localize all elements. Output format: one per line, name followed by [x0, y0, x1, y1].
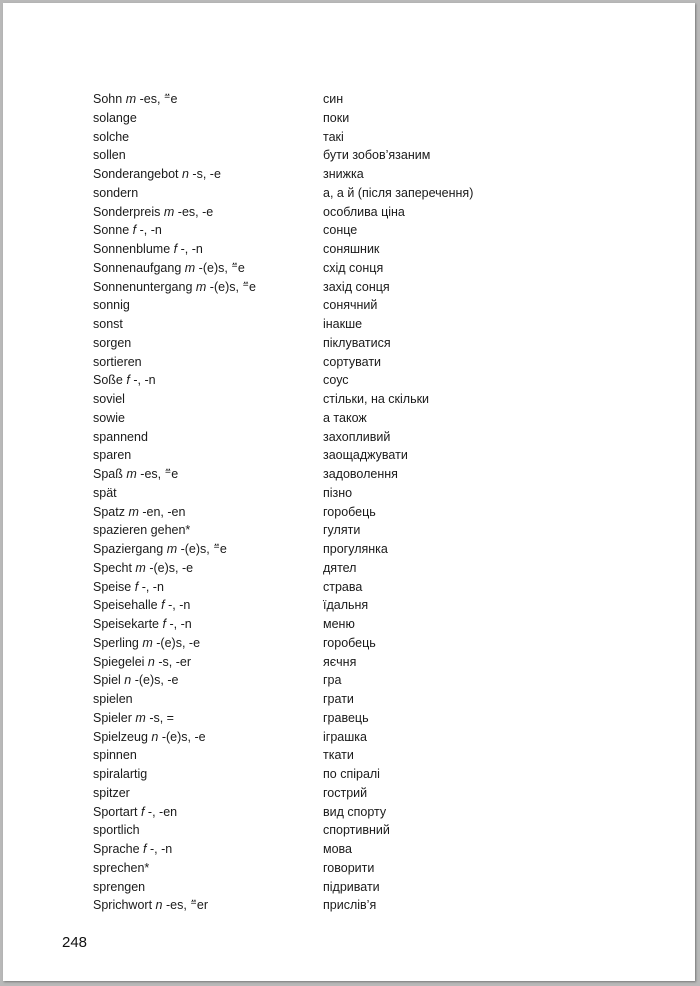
inflection-forms: -(e)s, -e — [134, 673, 179, 688]
vocabulary-entry — [93, 728, 533, 747]
grammatical-gender: m — [135, 710, 146, 725]
german-term — [93, 709, 174, 728]
ukrainian-translation: прислів’я — [323, 898, 377, 913]
grammatical-gender: f — [134, 579, 139, 594]
vocabulary-entry — [93, 203, 533, 222]
grammatical-gender: n — [155, 898, 163, 913]
german-term — [93, 840, 172, 859]
german-term — [93, 578, 164, 597]
ukrainian-translation: дятел — [323, 560, 357, 575]
vocabulary-entry — [93, 465, 533, 484]
ukrainian-translation: їдальня — [323, 598, 369, 613]
dictionary-page — [3, 3, 695, 981]
headword: sprengen — [93, 879, 146, 894]
grammatical-gender: m — [128, 504, 139, 519]
vocabulary-entry — [93, 690, 533, 709]
headword: Sperling — [93, 635, 139, 650]
ukrainian-translation: поки — [323, 110, 350, 125]
german-term — [93, 390, 125, 409]
ukrainian-translation: а, а й (після заперечення) — [323, 185, 474, 200]
german-term — [93, 334, 131, 353]
vocabulary-entry — [93, 146, 533, 165]
headword: sonst — [93, 317, 123, 331]
inflection-forms: -, -en — [147, 804, 178, 819]
german-term — [93, 409, 125, 428]
vocabulary-entry — [93, 278, 533, 297]
german-term — [93, 521, 190, 540]
vocabulary-list — [93, 90, 533, 915]
german-term — [93, 503, 185, 522]
headword: Spaziergang — [93, 542, 164, 556]
german-term — [93, 615, 192, 634]
ukrainian-translation: соус — [323, 373, 349, 388]
headword: Spiegelei — [93, 654, 145, 669]
ukrainian-translation: сортувати — [323, 354, 382, 369]
vocabulary-entry — [93, 578, 533, 597]
headword: Speisekarte — [93, 617, 160, 631]
grammatical-gender: m — [125, 92, 137, 106]
german-term — [93, 653, 191, 672]
headword: Sonne — [93, 223, 130, 238]
vocabulary-entry — [93, 109, 533, 128]
vocabulary-entry — [93, 821, 533, 840]
vocabulary-entry — [93, 803, 533, 822]
headword: sonnig — [93, 298, 130, 313]
ukrainian-translation: особлива ціна — [323, 204, 405, 219]
inflection-forms: -s, -er — [158, 654, 191, 669]
grammatical-gender: n — [151, 729, 159, 744]
inflection-forms: -, -n — [180, 242, 203, 256]
headword: spinnen — [93, 748, 137, 763]
german-term — [93, 671, 178, 690]
grammatical-gender: m — [184, 260, 196, 275]
headword: Spaß — [93, 467, 123, 481]
german-term — [93, 353, 142, 372]
vocabulary-entry — [93, 221, 533, 240]
vocabulary-entry — [93, 371, 533, 390]
ukrainian-translation: сонячний — [323, 298, 378, 313]
german-term — [93, 315, 123, 334]
ukrainian-translation: захід сонця — [323, 279, 390, 294]
german-term — [93, 896, 208, 915]
vocabulary-entry — [93, 334, 533, 353]
ukrainian-translation: гра — [323, 673, 342, 688]
ukrainian-translation: схід сонця — [323, 260, 384, 275]
grammatical-gender: f — [140, 804, 145, 819]
grammatical-gender: f — [132, 223, 137, 238]
inflection-forms: -, -n — [141, 579, 164, 594]
ukrainian-translation: меню — [323, 617, 355, 631]
headword: Sonnenuntergang — [93, 279, 193, 294]
headword: sortieren — [93, 354, 142, 369]
german-term — [93, 446, 131, 465]
ukrainian-translation: горобець — [323, 504, 376, 519]
ukrainian-translation: горобець — [323, 635, 376, 650]
headword: solche — [93, 129, 130, 144]
german-term — [93, 765, 147, 784]
ukrainian-translation: стільки, на скільки — [323, 392, 430, 406]
german-term — [93, 296, 130, 315]
german-term — [93, 371, 156, 390]
grammatical-gender: m — [163, 204, 175, 219]
vocabulary-entry — [93, 353, 533, 372]
vocabulary-entry — [93, 90, 533, 109]
german-term — [93, 878, 145, 897]
inflection-forms: -en, -en — [142, 504, 186, 519]
inflection-forms: -s, -e — [192, 167, 221, 181]
grammatical-gender: f — [161, 598, 165, 613]
vocabulary-entry — [93, 240, 533, 259]
vocabulary-entry — [93, 634, 533, 653]
german-term — [93, 428, 148, 447]
vocabulary-entry — [93, 709, 533, 728]
inflection-forms: -(e)s, -e — [149, 560, 194, 575]
ukrainian-translation: знижка — [323, 167, 364, 181]
headword: spiralartig — [93, 767, 148, 781]
headword: Speisehalle — [93, 598, 158, 613]
ukrainian-translation: страва — [323, 579, 363, 594]
grammatical-gender: n — [181, 167, 189, 181]
grammatical-gender: m — [142, 635, 153, 650]
vocabulary-entry — [93, 671, 533, 690]
ukrainian-translation: говорити — [323, 860, 375, 875]
german-term — [93, 596, 190, 615]
german-term — [93, 90, 177, 109]
vocabulary-entry — [93, 165, 533, 184]
vocabulary-entry — [93, 503, 533, 522]
ukrainian-translation: по спіралі — [323, 767, 380, 781]
ukrainian-translation: соняшник — [323, 242, 380, 256]
vocabulary-entry — [93, 653, 533, 672]
headword: Specht — [93, 560, 132, 575]
german-term — [93, 221, 162, 240]
headword: spitzer — [93, 785, 130, 800]
vocabulary-entry — [93, 521, 533, 540]
german-term — [93, 859, 149, 878]
vocabulary-entry — [93, 746, 533, 765]
headword: Sportart — [93, 804, 138, 819]
german-term — [93, 165, 221, 184]
german-term — [93, 559, 193, 578]
inflection-forms: -, -n — [133, 373, 156, 388]
ukrainian-translation: а також — [323, 410, 367, 425]
german-term — [93, 821, 140, 840]
headword: Spielzeug — [93, 729, 148, 744]
inflection-forms: -(e)s, ⁼̈e — [180, 542, 227, 556]
headword: Sohn — [93, 92, 123, 106]
inflection-forms: -, -n — [139, 223, 162, 238]
headword: spazieren gehen* — [93, 523, 191, 538]
vocabulary-entry — [93, 540, 533, 559]
headword: sowie — [93, 410, 125, 425]
vocabulary-entry — [93, 784, 533, 803]
german-term — [93, 259, 245, 278]
ukrainian-translation: гострий — [323, 785, 368, 800]
ukrainian-translation: захопливий — [323, 429, 391, 444]
inflection-forms: -, -n — [169, 617, 192, 631]
vocabulary-entry — [93, 296, 533, 315]
headword: Sonderangebot — [93, 167, 179, 181]
inflection-forms: -(e)s, -e — [156, 635, 201, 650]
grammatical-gender: m — [195, 279, 207, 294]
vocabulary-entry — [93, 840, 533, 859]
german-term — [93, 634, 200, 653]
headword: Soße — [93, 373, 123, 388]
ukrainian-translation: задоволення — [323, 467, 398, 481]
ukrainian-translation: сонце — [323, 223, 358, 238]
vocabulary-entry — [93, 615, 533, 634]
headword: Spatz — [93, 504, 125, 519]
vocabulary-entry — [93, 315, 533, 334]
headword: Sprichwort — [93, 898, 153, 913]
headword: sollen — [93, 148, 126, 163]
headword: Spieler — [93, 710, 132, 725]
ukrainian-translation: пізно — [323, 485, 353, 500]
grammatical-gender: f — [173, 242, 178, 256]
vocabulary-entry — [93, 259, 533, 278]
vocabulary-entry — [93, 446, 533, 465]
inflection-forms: -es, ⁼̈e — [139, 92, 178, 106]
vocabulary-entry — [93, 596, 533, 615]
ukrainian-translation: заощаджувати — [323, 448, 408, 463]
german-term — [93, 728, 206, 747]
inflection-forms: -es, -e — [177, 204, 214, 219]
headword: spät — [93, 485, 117, 500]
ukrainian-translation: вид спорту — [323, 804, 387, 819]
vocabulary-entry — [93, 559, 533, 578]
ukrainian-translation: яєчня — [323, 654, 357, 669]
page-number: 248 — [62, 934, 88, 951]
vocabulary-entry — [93, 765, 533, 784]
headword: sprechen* — [93, 860, 150, 875]
headword: spielen — [93, 692, 133, 706]
headword: soviel — [93, 392, 125, 406]
ukrainian-translation: прогулянка — [323, 542, 388, 556]
ukrainian-translation: іграшка — [323, 729, 367, 744]
vocabulary-entry — [93, 428, 533, 447]
german-term — [93, 465, 178, 484]
german-term — [93, 540, 227, 559]
german-term — [93, 784, 130, 803]
inflection-forms: -, -n — [168, 598, 191, 613]
headword: sondern — [93, 185, 139, 200]
headword: Sonnenblume — [93, 242, 171, 256]
headword: Sprache — [93, 842, 140, 856]
grammatical-gender: m — [135, 560, 146, 575]
ukrainian-translation: грати — [323, 692, 354, 706]
vocabulary-entry — [93, 484, 533, 503]
vocabulary-entry — [93, 896, 533, 915]
grammatical-gender: n — [147, 654, 155, 669]
inflection-forms: -(e)s, ⁼̈e — [209, 279, 256, 294]
vocabulary-entry — [93, 878, 533, 897]
inflection-forms: -(e)s, -e — [161, 729, 206, 744]
german-term — [93, 803, 177, 822]
grammatical-gender: f — [143, 842, 147, 856]
vocabulary-entry — [93, 128, 533, 147]
ukrainian-translation: ткати — [323, 748, 354, 763]
inflection-forms: -es, ⁼̈er — [165, 898, 208, 913]
headword: sparen — [93, 448, 132, 463]
ukrainian-translation: гуляти — [323, 523, 361, 538]
german-term — [93, 203, 213, 222]
vocabulary-entry — [93, 409, 533, 428]
ukrainian-translation: мова — [323, 842, 352, 856]
inflection-forms: -s, = — [149, 710, 174, 725]
german-term — [93, 184, 138, 203]
vocabulary-entry — [93, 390, 533, 409]
german-term — [93, 278, 256, 297]
german-term — [93, 109, 137, 128]
inflection-forms: -es, ⁼̈e — [140, 467, 179, 481]
ukrainian-translation: підривати — [323, 879, 380, 894]
vocabulary-entry — [93, 859, 533, 878]
headword: Spiel — [93, 673, 121, 688]
grammatical-gender: f — [162, 617, 166, 631]
headword: spannend — [93, 429, 148, 444]
ukrainian-translation: спортивний — [323, 823, 390, 838]
grammatical-gender: m — [166, 542, 178, 556]
german-term — [93, 240, 203, 259]
german-term — [93, 690, 133, 709]
ukrainian-translation: бути зобов’язаним — [323, 148, 431, 163]
ukrainian-translation: інакше — [323, 317, 363, 331]
german-term — [93, 128, 129, 147]
ukrainian-translation: гравець — [323, 710, 369, 725]
headword: sorgen — [93, 335, 132, 350]
headword: Sonderpreis — [93, 204, 161, 219]
headword: sportlich — [93, 823, 140, 838]
grammatical-gender: f — [126, 373, 130, 388]
inflection-forms: -(e)s, ⁼̈e — [198, 260, 245, 275]
headword: Speise — [93, 579, 132, 594]
grammatical-gender: n — [124, 673, 132, 688]
ukrainian-translation: піклуватися — [323, 335, 391, 350]
vocabulary-entry — [93, 184, 533, 203]
ukrainian-translation: син — [323, 92, 344, 106]
ukrainian-translation: такі — [323, 129, 344, 144]
headword: solange — [93, 110, 137, 125]
german-term — [93, 484, 117, 503]
grammatical-gender: m — [126, 467, 137, 481]
inflection-forms: -, -n — [150, 842, 173, 856]
headword: Sonnenaufgang — [93, 260, 182, 275]
german-term — [93, 746, 137, 765]
german-term — [93, 146, 126, 165]
